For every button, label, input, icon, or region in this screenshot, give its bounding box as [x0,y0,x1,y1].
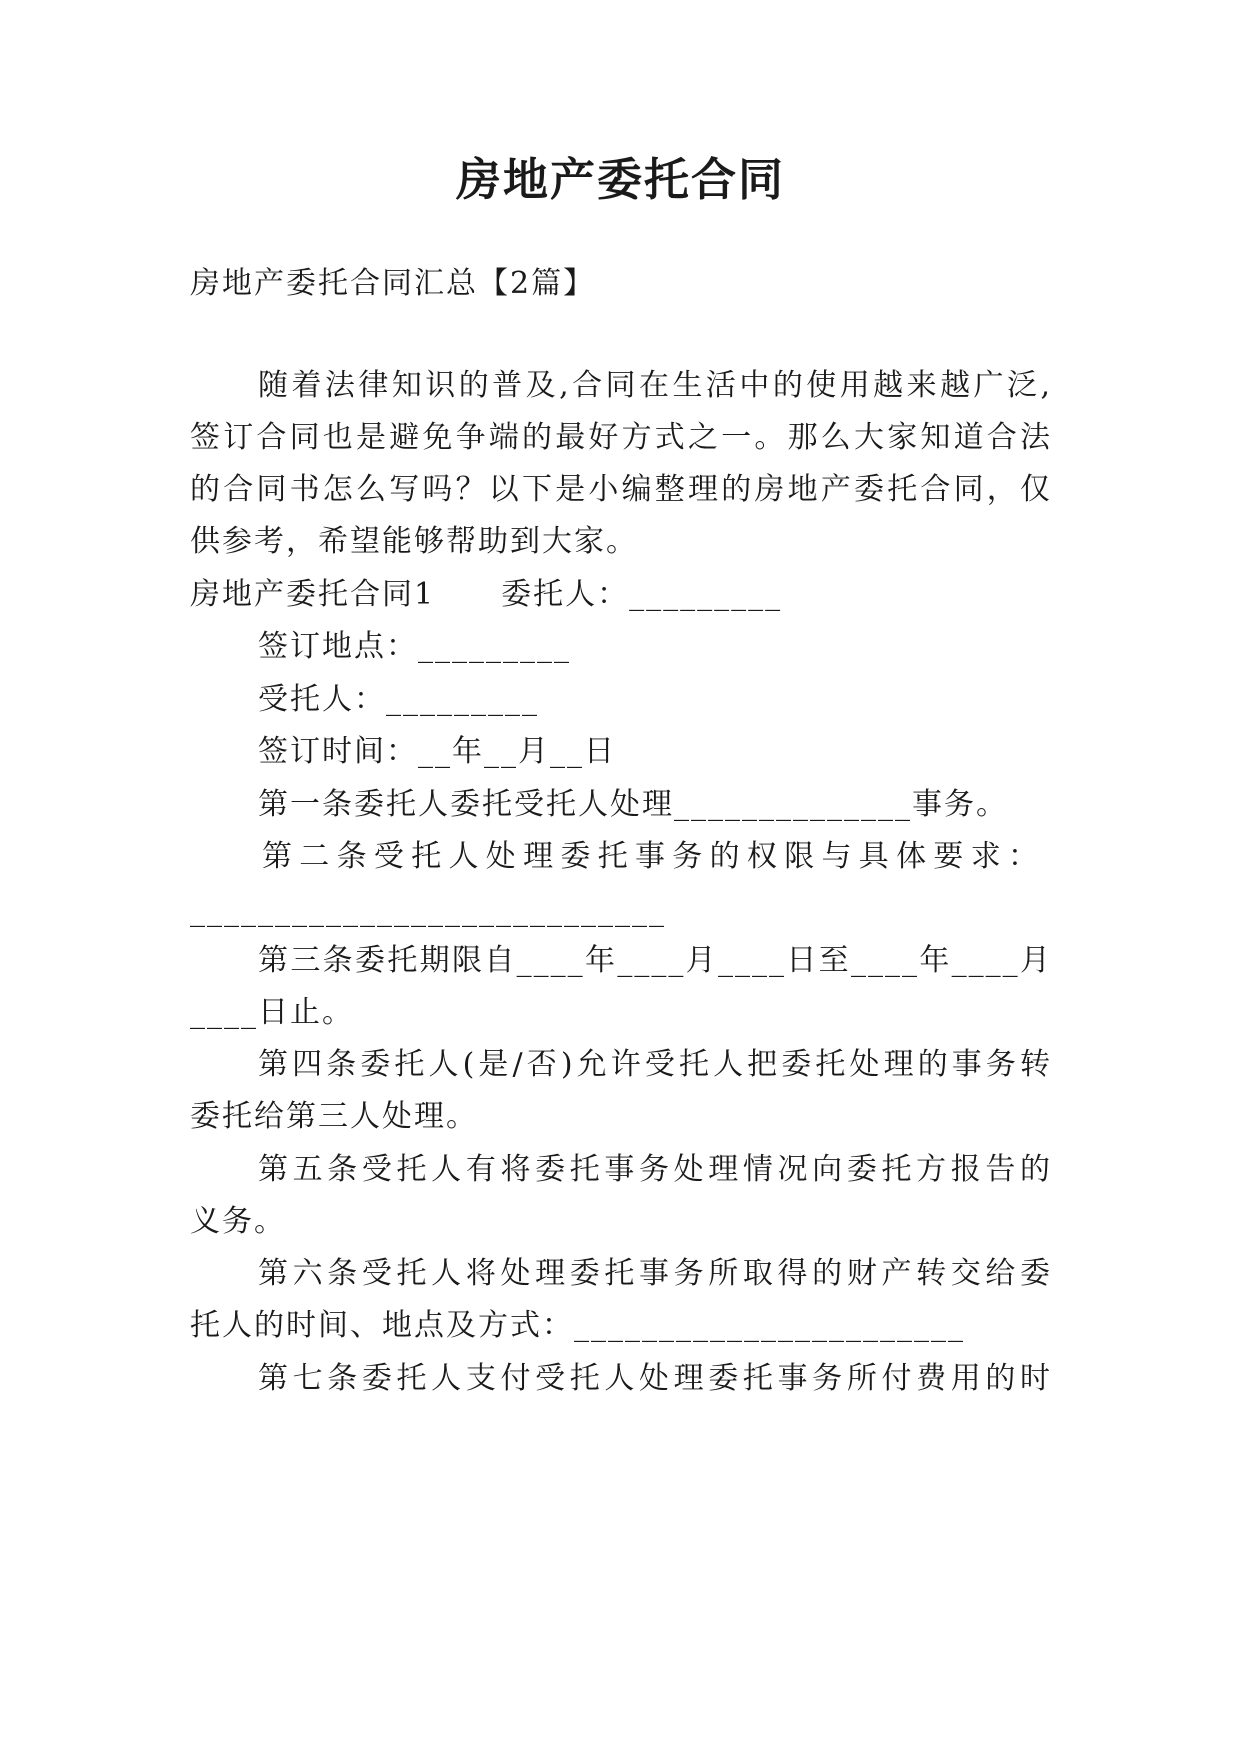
agent-field: 受托人：_________ [258,682,539,717]
document-subtitle: 房地产委托合同汇总【2篇】 [190,266,596,301]
article-2-line-2: ____________________________ [190,893,666,928]
intro-line-1: 随着法律知识的普及,合同在生活中的使用越来越广泛, [258,368,1052,403]
article-3-line-2: ____日止。 [190,995,354,1030]
article-2-line-1: 第二条受托人处理委托事务的权限与具体要求： [262,839,1040,874]
article-6-line-2: 托人的时间、地点及方式：_______________________ [190,1308,965,1343]
sign-date-field: 签订时间：__年__月__日 [258,734,616,769]
principal-field: 委托人：_________ [501,577,783,612]
intro-line-2: 签订合同也是避免争端的最好方式之一。那么大家知道合法 [190,420,1052,455]
article-4-line-2: 委托给第三人处理。 [190,1099,478,1134]
sign-place-field: 签订地点：_________ [258,629,571,664]
article-5-line-1: 第五条受托人有将委托事务处理情况向委托方报告的 [258,1152,1052,1187]
article-5-line-2: 义务。 [190,1204,286,1239]
intro-line-4: 供参考，希望能够帮助到大家。 [190,524,638,559]
article-3-line-1: 第三条委托期限自____年____月____日至____年____月 [258,943,1052,978]
document-title: 房地产委托合同 [455,153,785,206]
article-7-line-1: 第七条委托人支付受托人处理委托事务所付费用的时 [258,1361,1052,1396]
article-4-line-1: 第四条委托人(是/否)允许受托人把委托处理的事务转 [258,1047,1052,1082]
contract-title: 房地产委托合同1 [190,577,436,612]
article-1: 第一条委托人委托受托人处理______________事务。 [258,787,1008,822]
contract-header [190,575,1052,615]
intro-line-3: 的合同书怎么写吗？以下是小编整理的房地产委托合同，仅 [190,472,1052,507]
article-6-line-1: 第六条受托人将处理委托事务所取得的财产转交给委 [258,1256,1052,1291]
